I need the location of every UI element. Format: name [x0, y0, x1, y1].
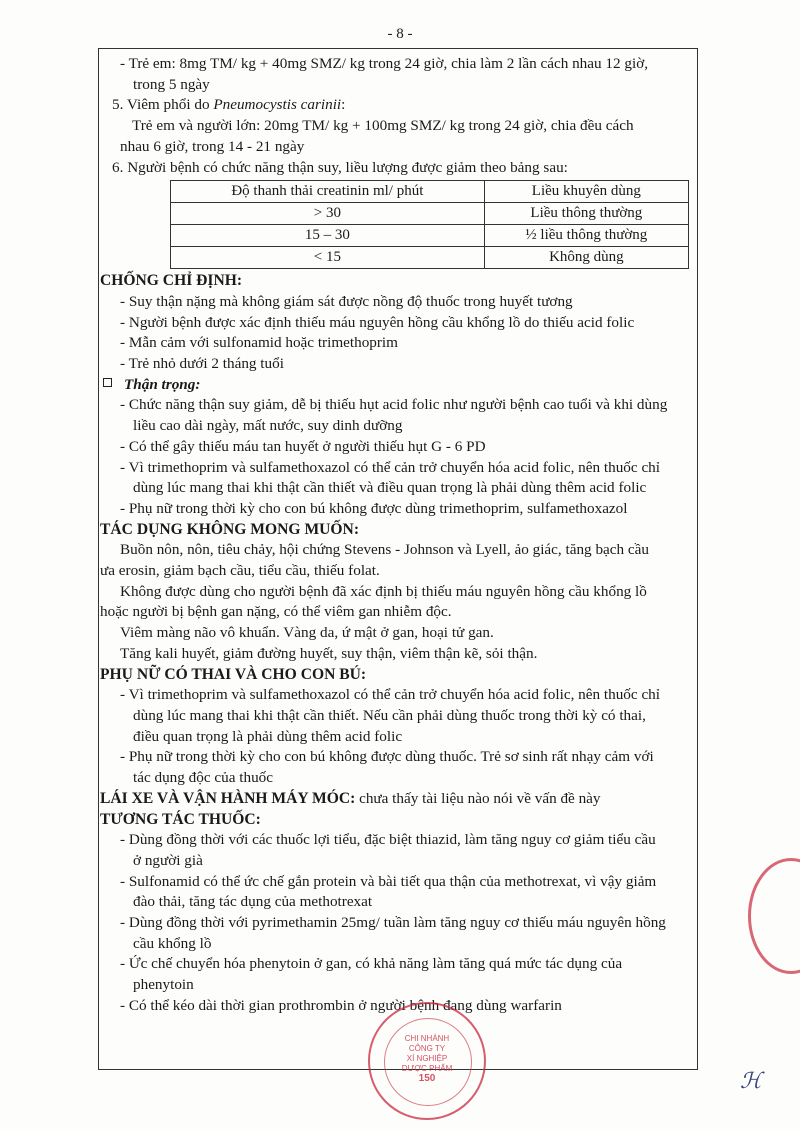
- side-effects-paragraph: Viêm màng não vô khuẩn. Vàng da, ứ mật ở gan, hoại tử gan.: [120, 624, 494, 642]
- driving-heading: LÁI XE VÀ VẬN HÀNH MÁY MÓC:: [100, 789, 356, 807]
- dosage-item-5-text-cont: nhau 6 giờ, trong 14 - 21 ngày: [120, 137, 305, 155]
- list-item: - Dùng đồng thời với các thuốc lợi tiểu, đặc biệt thiazid, làm tăng nguy cơ giảm tiểu cầu ở người già: [100, 830, 730, 871]
- checkbox-square-icon: [103, 378, 112, 387]
- renal-dose-table: [170, 180, 689, 269]
- pregnancy-heading: PHỤ NỮ CÓ THAI VÀ CHO CON BÚ:: [100, 665, 367, 683]
- interactions-heading: TƯƠNG TÁC THUỐC:: [100, 810, 261, 828]
- table-cell: < 15: [171, 247, 485, 269]
- driving-line: LÁI XE VÀ VẬN HÀNH MÁY MÓC: chưa thấy tài liệu nào nói về vấn đề này: [100, 789, 601, 807]
- list-item: - Vì trimethoprim và sulfamethoxazol có thể cản trở chuyển hóa acid folic, nên thuốc chỉ dùng lúc mang thai khi thật cần thiết và điều quan trọng là phải dùng thêm acid folic: [100, 458, 730, 499]
- list-item: - Ức chế chuyển hóa phenytoin ở gan, có khả năng làm tăng quá mức tác dụng của phenytoin: [100, 954, 730, 995]
- dosage-item-6: 6. Người bệnh có chức năng thận suy, liều lượng được giảm theo bảng sau:: [112, 158, 568, 176]
- list-item: - Phụ nữ trong thời kỳ cho con bú không được dùng trimethoprim, sulfamethoxazol: [100, 499, 730, 520]
- side-effects-paragraph: Buồn nôn, nôn, tiêu chảy, hội chứng Stevens - Johnson và Lyell, ảo giác, tăng bạch cầu: [120, 541, 649, 559]
- dosage-item-5: 5. Viêm phổi do Pneumocystis carinii:: [112, 96, 346, 114]
- list-item: - Phụ nữ trong thời kỳ cho con bú không được dùng thuốc. Trẻ sơ sinh rất nhạy cảm với tác dụng độc của thuốc: [100, 747, 730, 788]
- side-effects-paragraph: Tăng kali huyết, giảm đường huyết, suy thận, viêm thận kẽ, sỏi thận.: [120, 644, 538, 662]
- list-item: - Có thể gây thiếu máu tan huyết ở người thiếu hụt G - 6 PD: [100, 437, 730, 458]
- table-row: [171, 203, 689, 225]
- table-cell: ½ liều thông thường: [484, 225, 688, 247]
- list-item: - Vì trimethoprim và sulfamethoxazol có thể cản trở chuyển hóa acid folic, nên thuốc chỉ dùng lúc mang thai khi thật cần thiết. Nếu cần phải dùng thuốc trong thời kỳ có thai, điều quan trọng là phải dùng thêm acid folic: [100, 685, 730, 747]
- side-effects-paragraph-cont: ưa erosin, giảm bạch cầu, tiểu cầu, thiếu folat.: [100, 562, 380, 580]
- company-seal-stamp: CHI NHÁNH CÔNG TY XÍ NGHIỆP DƯỢC PHẨM 150: [368, 1002, 486, 1120]
- dosage-item-5-text: Trẻ em và người lớn: 20mg TM/ kg + 100mg SMZ/ kg trong 24 giờ, chia đều cách: [132, 117, 634, 135]
- seal-inner-ring: [384, 1018, 472, 1106]
- list-item: - Suy thận nặng mà không giám sát được nồng độ thuốc trong huyết tương: [100, 292, 730, 313]
- handwritten-initial-signature: ℋ: [740, 1068, 762, 1093]
- precautions-heading: Thận trọng:: [100, 375, 730, 396]
- table-header: Liều khuyên dùng: [484, 181, 688, 203]
- side-effects-heading: TÁC DỤNG KHÔNG MONG MUỐN:: [100, 520, 360, 538]
- table-row: [171, 247, 689, 269]
- table-cell: Không dùng: [484, 247, 688, 269]
- list-item: - Người bệnh được xác định thiếu máu nguyên hồng cầu khổng lồ do thiếu acid folic: [100, 313, 730, 334]
- table-header: Độ thanh thải creatinin ml/ phút: [171, 181, 485, 203]
- page-number: - 8 -: [387, 26, 413, 42]
- contraindications-heading: CHỐNG CHỈ ĐỊNH:: [100, 272, 243, 290]
- table-cell: 15 – 30: [171, 225, 485, 247]
- table-cell: > 30: [171, 203, 485, 225]
- edge-seal-stamp: [748, 858, 800, 974]
- list-item: - Trẻ nhỏ dưới 2 tháng tuổi: [100, 354, 730, 375]
- dosage-child-line: - Trẻ em: 8mg TM/ kg + 40mg SMZ/ kg trong 24 giờ, chia làm 2 lần cách nhau 12 giờ, trong 5 ngày: [100, 54, 730, 95]
- list-item: - Chức năng thận suy giảm, dễ bị thiếu hụt acid folic như người bệnh cao tuổi và khi dùng liều cao dài ngày, mất nước, suy dinh dưỡng: [100, 395, 730, 436]
- list-item: - Dùng đồng thời với pyrimethamin 25mg/ tuần làm tăng nguy cơ thiếu máu nguyên hồng cầu khổng lồ: [100, 913, 730, 954]
- list-item: - Có thể kéo dài thời gian prothrombin ở người bệnh đang dùng warfarin: [100, 996, 730, 1017]
- list-item: - Sulfonamid có thể ức chế gắn protein và bài tiết qua thận của methotrexat, vì vậy giảm đào thải, tăng tác dụng của methotrexat: [100, 872, 730, 913]
- side-effects-paragraph-cont: hoặc người bị bệnh gan nặng, có thể viêm gan nhiễm độc.: [100, 603, 452, 621]
- table-cell: Liều thông thường: [484, 203, 688, 225]
- table-header-row: [171, 181, 689, 203]
- document-body: [100, 54, 730, 1017]
- side-effects-paragraph: Không được dùng cho người bệnh đã xác định bị thiếu máu nguyên hồng cầu khổng lồ: [120, 582, 647, 600]
- list-item: - Mẫn cảm với sulfonamid hoặc trimethoprim: [100, 333, 730, 354]
- table-row: [171, 225, 689, 247]
